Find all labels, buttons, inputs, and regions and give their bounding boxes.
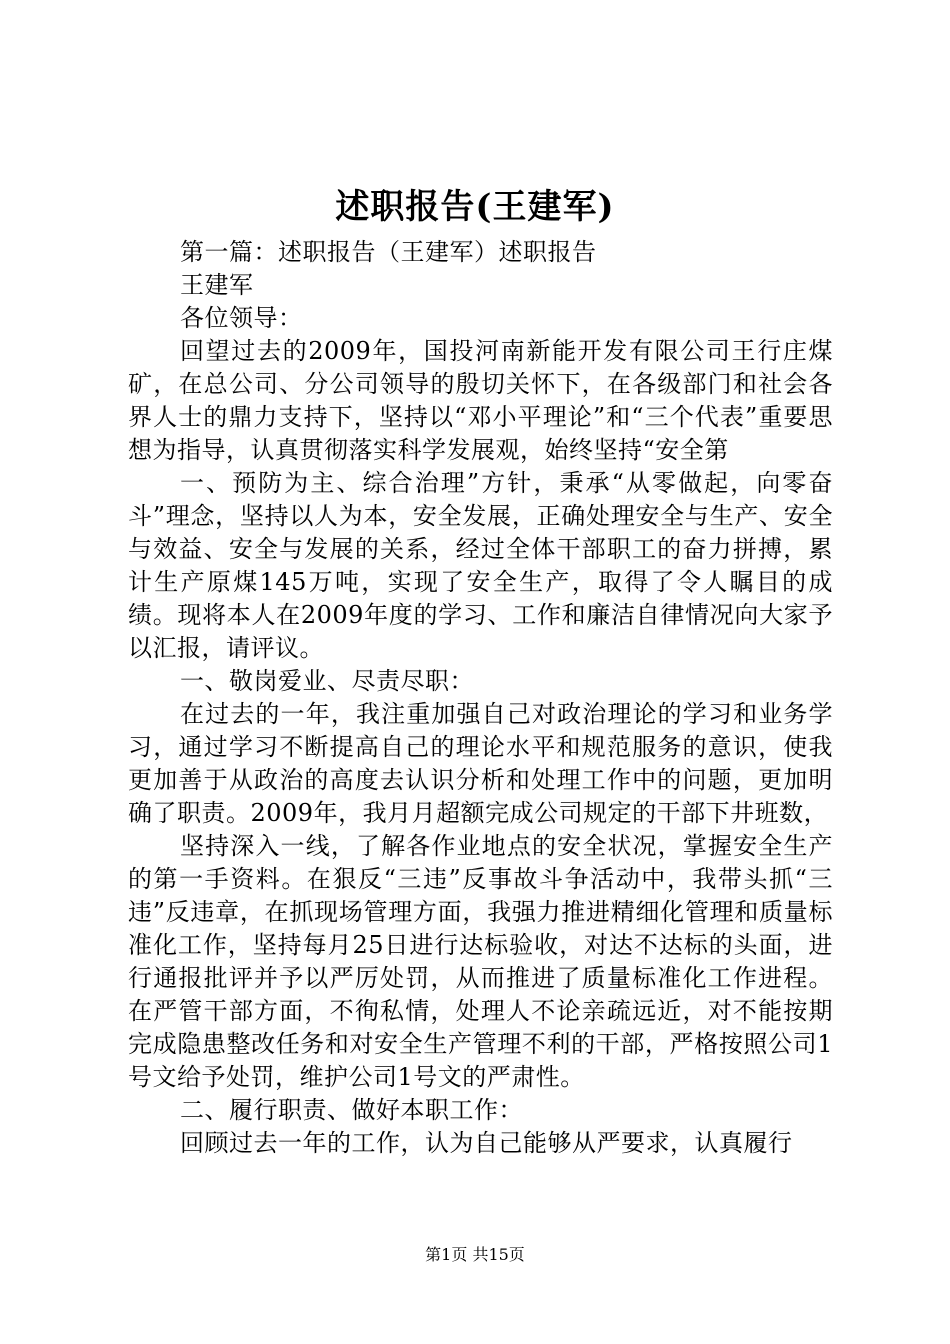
paragraph-subheading: 一、敬岗爱业、尽责尽职： (180, 667, 474, 695)
page-number-footer: 第1页 共15页 (425, 1245, 525, 1264)
paragraph-author: 王建军 (180, 271, 254, 299)
document-title: 述职报告(王建军) (335, 187, 615, 227)
paragraph: 坚持深入一线，了解各作业地点的安全状况，掌握安全生产的第一手资料。在狠反“三违”反事故斗争活动中，我带头抓“三违”反违章，在抓现场管理方面，我强力推进精细化管理和质量标准化工作，坚持每月25日进行达标验收，对达不达标的头面，进行通报批评并予以严厉处罚，从而推进了质量标准化工作进程。在严管干部方面，不徇私情，处理人不论亲疏远近，对不能按期完成隐患整改任务和对安全生产管理不利的干部，严格按照公司1号文给予处罚，维护公司1号文的严肃性。 (128, 832, 833, 1091)
paragraph-section-heading: 第一篇：述职报告（王建军）述职报告 (180, 238, 597, 266)
paragraph: 回望过去的2009年，国投河南新能开发有限公司王行庄煤矿，在总公司、分公司领导的殷切关怀下，在各级部门和社会各界人士的鼎力支持下，坚持以“邓小平理论”和“三个代表”重要思想为指导，认真贯彻落实科学发展观，始终坚持“安全第 (128, 337, 833, 464)
paragraph: 一、预防为主、综合治理”方针，秉承“从零做起，向零奋斗”理念，坚持以人为本，安全发展，正确处理安全与生产、安全与效益、安全与发展的关系，经过全体干部职工的奋力拼搏，累计生产原煤145万吨，实现了安全生产，取得了令人瞩目的成绩。现将本人在2009年度的学习、工作和廉洁自律情况向大家予以汇报，请评议。 (128, 469, 833, 662)
paragraph: 回顾过去一年的工作，认为自己能够从严要求，认真履行 (180, 1129, 793, 1157)
paragraph: 在过去的一年，我注重加强自己对政治理论的学习和业务学习，通过学习不断提高自己的理论水平和规范服务的意识，使我更加善于从政治的高度去认识分析和处理工作中的问题，更加明确了职责。2009年，我月月超额完成公司规定的干部下井班数， (128, 700, 833, 827)
paragraph-subheading: 二、履行职责、做好本职工作： (180, 1096, 523, 1124)
document-body (128, 236, 833, 1160)
paragraph-salutation: 各位领导： (180, 304, 303, 332)
